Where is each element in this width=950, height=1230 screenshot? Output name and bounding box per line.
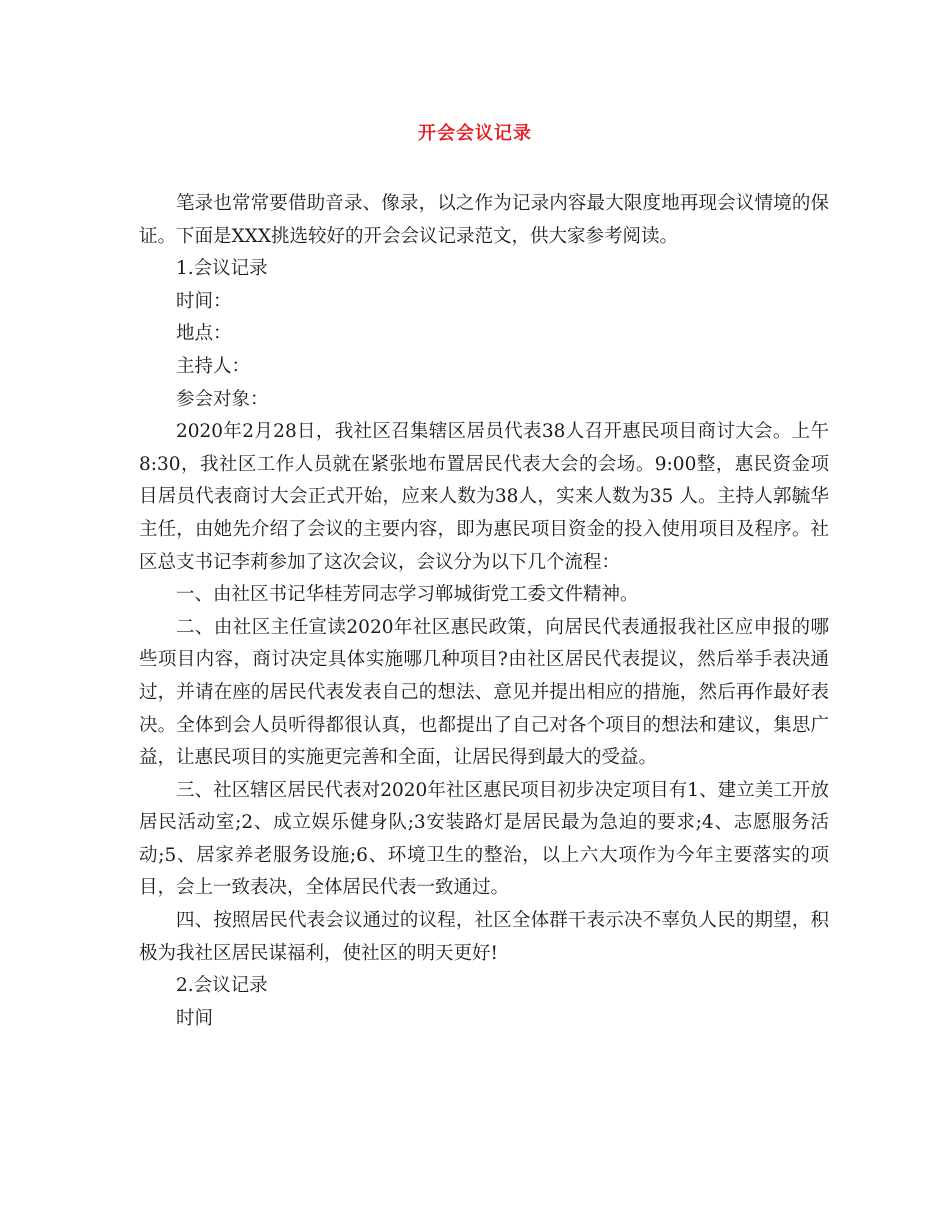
agenda-item-4: 四、按照居民代表会议通过的议程，社区全体群干表示决不辜负人民的期望，积极为我社区居民谋福利，使社区的明天更好! <box>139 910 829 964</box>
agenda-item-3: 三、社区辖区居民代表对2020年社区惠民项目初步决定项目有1、建立美工开放居民活动室;2、成立娱乐健身队;3安装路灯是居民最为急迫的要求;4、志愿服务活动;5、居家养老服务设施;6、环境卫生的整治，以上六大项作为今年主要落实的项目，会上一致表决，全体居民代表一致通过。 <box>139 779 829 899</box>
section-2-time-label: 时间 <box>176 1007 214 1029</box>
agenda-item-1: 一、由社区书记华桂芳同志学习郸城街党工委文件精神。 <box>176 584 639 606</box>
document-body <box>139 188 829 1035</box>
meeting-summary-paragraph: 2020年2月28日，我社区召集辖区居员代表38人召开惠民项目商讨大会。上午8:30，我社区工作人员就在紧张地布置居民代表大会的会场。9:00整，惠民资金项目居员代表商讨大会正式开始，应来人数为38人，实来人数为35 人。主持人郭毓华主任，由她先介绍了会议的主要内容，即为惠民项目资金的投入使用项目及程序。社区总支书记李莉参加了这次会议，会议分为以下几个流程： <box>139 421 829 573</box>
host-label: 主持人： <box>176 355 251 377</box>
document-title: 开会会议记录 <box>418 123 532 144</box>
agenda-item-2: 二、由社区主任宣读2020年社区惠民政策，向居民代表通报我社区应申报的哪些项目内容，商讨决定具体实施哪几种项目?由社区居民代表提议，然后举手表决通过，并请在座的居民代表发表自己的想法、意见并提出相应的措施，然后再作最好表决。全体到会人员听得都很认真，也都提出了自己对各个项目的想法和建议，集思广益，让惠民项目的实施更完善和全面，让居民得到最大的受益。 <box>139 616 829 769</box>
intro-paragraph: 笔录也常常要借助音录、像录，以之作为记录内容最大限度地再现会议情境的保证。下面是XXX挑选较好的开会会议记录范文，供大家参考阅读。 <box>139 193 829 247</box>
place-label: 地点： <box>176 323 232 345</box>
section-2-heading: 2.会议记录 <box>176 975 268 997</box>
section-1-heading: 1.会议记录 <box>176 258 268 280</box>
attendees-label: 参会对象： <box>176 388 269 410</box>
time-label: 时间： <box>176 290 232 312</box>
